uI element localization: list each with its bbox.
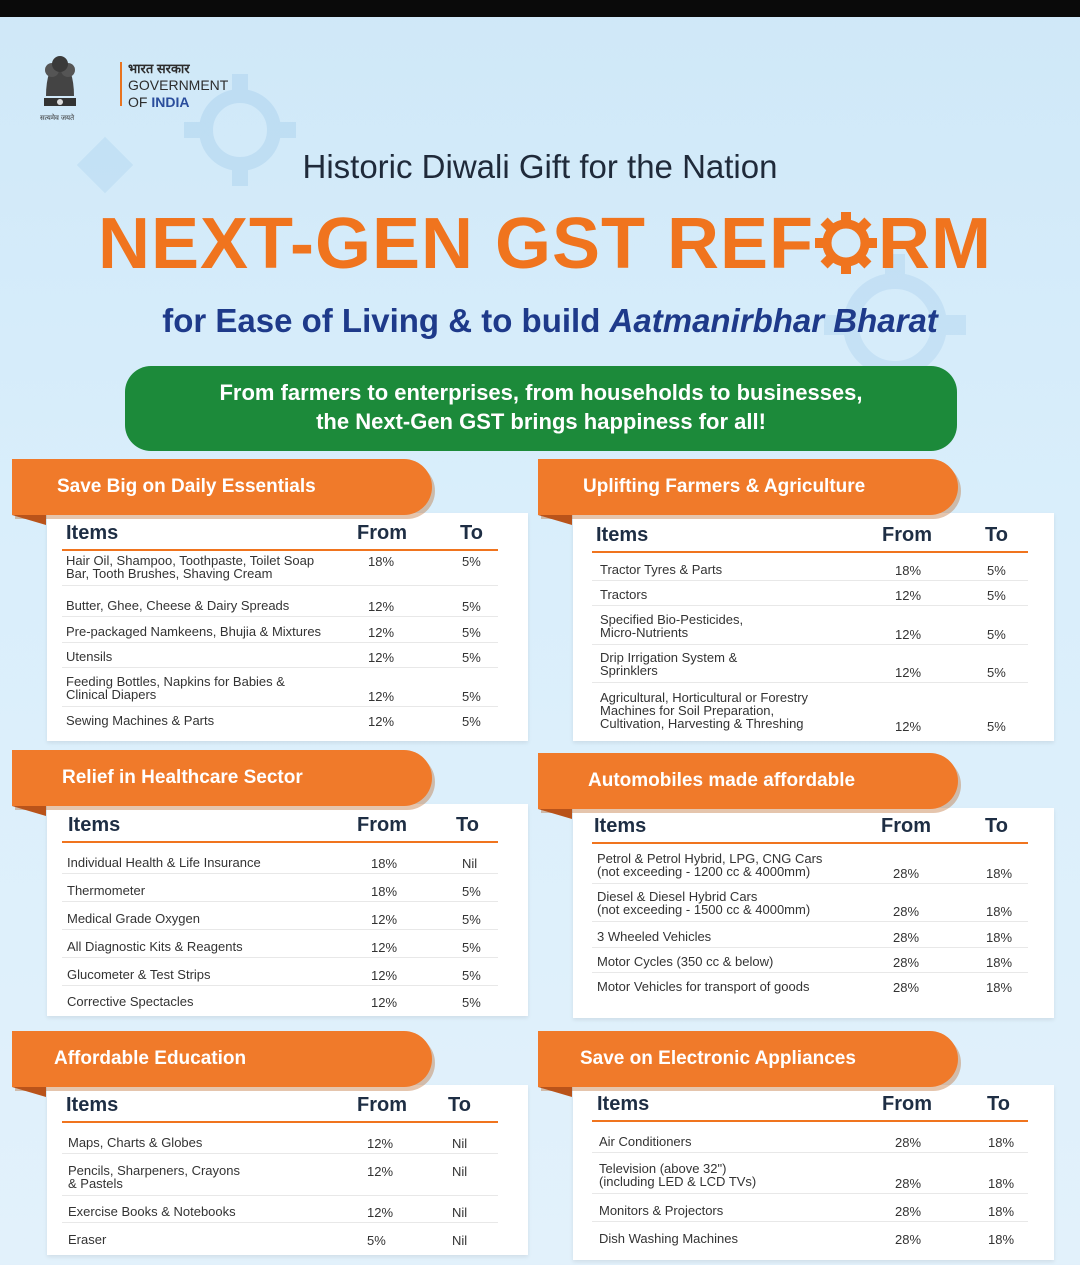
table-row-item (66, 714, 214, 727)
row-divider (592, 644, 1028, 645)
rate-to: 18% (988, 1176, 1015, 1191)
rate-from: 5% (367, 1233, 386, 1248)
rate-from: 12% (371, 968, 398, 983)
column-header-items: Items (66, 1094, 119, 1116)
table-row-item (597, 930, 711, 943)
row-divider (62, 642, 498, 643)
table-row-item (599, 1135, 692, 1148)
item-line: Exercise Books & Notebooks (68, 1204, 236, 1219)
table-row-item (67, 940, 243, 953)
rate-to: 18% (986, 866, 1013, 881)
item-line: Machines for Soil Preparation, (600, 703, 775, 718)
rate-to: 5% (462, 650, 481, 665)
table-row-item (600, 588, 647, 601)
item-line: Butter, Ghee, Cheese & Dairy Spreads (66, 598, 290, 613)
rate-to: 5% (462, 940, 481, 955)
item-line: Tractor Tyres & Parts (600, 562, 723, 577)
column-header-from: From (357, 522, 407, 544)
rate-to: 5% (987, 588, 1006, 603)
row-divider (592, 1193, 1028, 1194)
rate-to: 18% (986, 980, 1013, 995)
item-line: Corrective Spectacles (67, 994, 194, 1009)
section-title: Save on Electronic Appliances (538, 1031, 958, 1087)
headline: Historic Diwali Gift for the Nation (302, 148, 778, 185)
item-line: Drip Irrigation System & (600, 650, 738, 665)
column-header-to: To (985, 524, 1008, 546)
government-of-india-logo (36, 48, 229, 128)
green-banner (125, 366, 957, 451)
item-line: Air Conditioners (599, 1134, 692, 1149)
item-line: Dish Washing Machines (599, 1231, 738, 1246)
rate-from: 18% (895, 563, 922, 578)
column-header-to: To (448, 1094, 471, 1116)
top-status-bar (0, 0, 1080, 17)
rate-to: 18% (986, 904, 1013, 919)
column-header-items: Items (594, 815, 647, 837)
table-row-item (68, 1205, 236, 1218)
rate-from: 18% (371, 856, 398, 871)
section-title: Relief in Healthcare Sector (12, 750, 432, 806)
row-divider (592, 972, 1028, 973)
row-divider (592, 883, 1028, 884)
item-line: Eraser (68, 1232, 107, 1247)
item-line: Pre-packaged Namkeens, Bhujia & Mixtures (66, 624, 322, 639)
column-header-to: To (460, 522, 483, 544)
rate-to: 5% (462, 554, 481, 569)
rate-from: 18% (371, 884, 398, 899)
rate-from: 12% (367, 1164, 394, 1179)
row-divider (62, 1195, 498, 1196)
logo-motto: सत्यमेव जयते (40, 115, 75, 122)
rate-to: 5% (462, 714, 481, 729)
item-line: Bar, Tooth Brushes, Shaving Cream (66, 566, 273, 581)
column-header-to: To (985, 815, 1008, 837)
rate-to: 18% (986, 930, 1013, 945)
rate-to: 5% (987, 563, 1006, 578)
item-line: Thermometer (67, 883, 146, 898)
rate-to: Nil (452, 1164, 468, 1179)
logo-hindi-text: भारत सरकार (128, 61, 190, 76)
column-header-from: From (357, 814, 407, 836)
rate-from: 28% (893, 904, 920, 919)
header-underline (592, 551, 1028, 553)
table-row-item (68, 1164, 240, 1190)
rate-from: 12% (895, 665, 922, 680)
item-line: Sprinklers (600, 663, 658, 678)
rate-from: 28% (893, 930, 920, 945)
table-row-item (599, 1204, 723, 1217)
table-row-item (597, 890, 810, 916)
table-row-item (600, 613, 743, 639)
column-header-from: From (357, 1094, 407, 1116)
logo-of-text: OF (128, 94, 148, 110)
section-title: Uplifting Farmers & Agriculture (538, 459, 958, 515)
rate-to: 5% (987, 719, 1006, 734)
item-line: Diesel & Diesel Hybrid Cars (597, 889, 758, 904)
national-emblem-icon (36, 48, 84, 120)
title-part1: NEXT-GEN GST REF (97, 204, 815, 284)
rate-from: 12% (895, 719, 922, 734)
subtitle (0, 302, 1080, 340)
table-row-item (66, 625, 321, 638)
item-line: & Pastels (68, 1176, 123, 1191)
rate-from: 28% (893, 955, 920, 970)
item-line: Tractors (600, 587, 648, 602)
item-line: Cultivation, Harvesting & Threshing (600, 716, 804, 731)
column-header-items: Items (597, 1093, 650, 1115)
column-header-to: To (987, 1093, 1010, 1115)
banner-line-1: From farmers to enterprises, from households to businesses, (219, 380, 863, 405)
rate-from: 28% (895, 1232, 922, 1247)
table-row-item (597, 955, 773, 968)
rate-to: 5% (462, 968, 481, 983)
item-line: Medical Grade Oxygen (67, 911, 200, 926)
rate-from: 28% (895, 1135, 922, 1150)
row-divider (592, 682, 1028, 683)
rate-from: 12% (367, 1205, 394, 1220)
logo-text (128, 60, 228, 111)
item-line: Television (above 32") (599, 1161, 727, 1176)
logo-divider (120, 62, 122, 106)
row-divider (592, 605, 1028, 606)
item-line: Feeding Bottles, Napkins for Babies & (66, 674, 285, 689)
rate-to: Nil (462, 856, 478, 871)
section-title: Save Big on Daily Essentials (12, 459, 432, 515)
subtitle-plain: for Ease of Living & to build (162, 302, 610, 339)
column-header-items: Items (596, 524, 649, 546)
row-divider (62, 957, 498, 958)
rate-to: Nil (452, 1205, 468, 1220)
logo-government-text: GOVERNMENT (128, 77, 229, 93)
item-line: Petrol & Petrol Hybrid, LPG, CNG Cars (597, 851, 823, 866)
item-line: Motor Vehicles for transport of goods (597, 979, 810, 994)
rate-from: 28% (893, 980, 920, 995)
table-row-item (600, 563, 722, 576)
rate-to: 5% (462, 599, 481, 614)
rate-to: 5% (987, 665, 1006, 680)
rate-from: 28% (895, 1176, 922, 1191)
header-underline (62, 841, 498, 843)
table-row-item (66, 554, 314, 580)
row-divider (592, 1221, 1028, 1222)
header-underline (62, 549, 498, 551)
rate-to: 5% (987, 627, 1006, 642)
row-divider (62, 616, 498, 617)
row-divider (592, 1152, 1028, 1153)
rate-from: 12% (895, 627, 922, 642)
section-title: Affordable Education (12, 1031, 432, 1087)
banner-line-2: the Next-Gen GST brings happiness for all! (316, 409, 766, 434)
rate-from: 12% (895, 588, 922, 603)
row-divider (62, 1222, 498, 1223)
row-divider (62, 667, 498, 668)
table-row-item (67, 995, 193, 1008)
item-line: (not exceeding - 1200 cc & 4000mm) (597, 864, 811, 879)
item-line: All Diagnostic Kits & Reagents (67, 939, 243, 954)
column-header-to: To (456, 814, 479, 836)
rate-from: 12% (368, 650, 395, 665)
table-row-item (67, 968, 211, 981)
rate-to: 5% (462, 689, 481, 704)
rate-from: 12% (368, 689, 395, 704)
row-divider (592, 921, 1028, 922)
table-row-item (67, 856, 261, 869)
header-underline (592, 1120, 1028, 1122)
item-line: Monitors & Projectors (599, 1203, 724, 1218)
table-row-item (66, 650, 112, 663)
item-line: Clinical Diapers (66, 687, 157, 702)
item-line: 3 Wheeled Vehicles (597, 929, 712, 944)
header-underline (592, 842, 1028, 844)
rate-from: 12% (368, 599, 395, 614)
item-line: Individual Health & Life Insurance (67, 855, 261, 870)
column-header-from: From (881, 815, 931, 837)
header-underline (62, 1121, 498, 1123)
item-line: Agricultural, Horticultural or Forestry (600, 690, 809, 705)
item-line: Specified Bio-Pesticides, (600, 612, 744, 627)
table-row-item (597, 852, 822, 878)
item-line: Sewing Machines & Parts (66, 713, 215, 728)
table-row-item (68, 1233, 106, 1246)
row-divider (62, 985, 498, 986)
rate-to: Nil (452, 1233, 468, 1248)
column-header-items: Items (68, 814, 121, 836)
row-divider (62, 901, 498, 902)
item-line: Hair Oil, Shampoo, Toothpaste, Toilet Soap (66, 553, 315, 568)
table-row-item (66, 599, 289, 612)
rate-from: 28% (893, 866, 920, 881)
row-divider (62, 1153, 498, 1154)
row-divider (62, 873, 498, 874)
rate-to: 18% (988, 1135, 1015, 1150)
rate-from: 18% (368, 554, 395, 569)
gear-icon (815, 212, 877, 274)
table-row-item (599, 1162, 756, 1188)
rate-to: 5% (462, 912, 481, 927)
page-title (0, 203, 1080, 285)
table-row-item (67, 884, 145, 897)
rate-from: 12% (371, 940, 398, 955)
rate-to: 18% (988, 1204, 1015, 1219)
rate-from: 28% (895, 1204, 922, 1219)
item-line: (not exceeding - 1500 cc & 4000mm) (597, 902, 811, 917)
row-divider (62, 585, 498, 586)
rate-to: Nil (452, 1136, 468, 1151)
item-line: Glucometer & Test Strips (67, 967, 211, 982)
rate-from: 12% (371, 995, 398, 1010)
table-row-item (600, 651, 737, 677)
table-row-item (599, 1232, 738, 1245)
rate-to: 18% (988, 1232, 1015, 1247)
rate-to: 5% (462, 995, 481, 1010)
logo-india-text: INDIA (151, 94, 190, 110)
rate-from: 12% (367, 1136, 394, 1151)
table-row-item (67, 912, 200, 925)
item-line: Motor Cycles (350 cc & below) (597, 954, 774, 969)
item-line: Maps, Charts & Globes (68, 1135, 203, 1150)
title-part2: RM (878, 204, 993, 284)
rate-to: 5% (462, 625, 481, 640)
rate-from: 12% (368, 714, 395, 729)
rate-from: 12% (368, 625, 395, 640)
item-line: Utensils (66, 649, 113, 664)
table-row-item (68, 1136, 202, 1149)
item-line: Micro-Nutrients (600, 625, 689, 640)
item-line: (including LED & LCD TVs) (599, 1174, 757, 1189)
rate-to: 5% (462, 884, 481, 899)
row-divider (592, 580, 1028, 581)
table-row-item (66, 675, 285, 701)
section-title: Automobiles made affordable (538, 753, 958, 809)
table-row-item (597, 980, 809, 993)
column-header-items: Items (66, 522, 119, 544)
row-divider (62, 929, 498, 930)
table-row-item (600, 691, 808, 730)
rate-from: 12% (371, 912, 398, 927)
rate-to: 18% (986, 955, 1013, 970)
column-header-from: From (882, 1093, 932, 1115)
subtitle-italic: Aatmanirbhar Bharat (609, 302, 938, 339)
column-header-from: From (882, 524, 932, 546)
row-divider (592, 947, 1028, 948)
item-line: Pencils, Sharpeners, Crayons (68, 1163, 240, 1178)
row-divider (62, 706, 498, 707)
